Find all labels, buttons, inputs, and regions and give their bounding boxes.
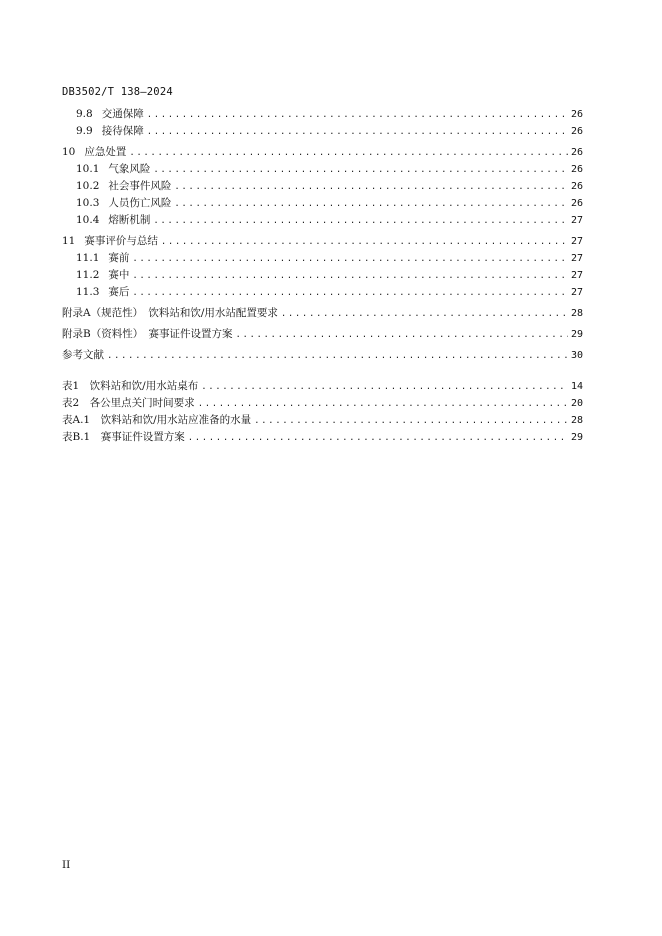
toc-leader-dots xyxy=(147,124,568,141)
toc-entry-10-2[interactable] xyxy=(62,178,583,195)
toc-number: 11.1 xyxy=(76,252,100,264)
toc-page-number: 26 xyxy=(570,181,583,192)
toc-page-number: 30 xyxy=(570,350,583,361)
toc-number: 10.2 xyxy=(76,180,100,192)
table-list-entry-b1[interactable] xyxy=(62,429,583,446)
toc-page-number: 29 xyxy=(570,432,583,443)
toc-number: 9.9 xyxy=(76,125,93,137)
toc-page-number: 27 xyxy=(570,287,583,298)
toc-entry-9-8[interactable] xyxy=(62,106,583,123)
toc-leader-dots xyxy=(147,107,568,124)
table-list-entry-1[interactable] xyxy=(62,378,583,395)
toc-page-number: 27 xyxy=(570,270,583,281)
toc-entry-10-4[interactable] xyxy=(62,212,583,229)
toc-number: 10.3 xyxy=(76,197,100,209)
toc-leader-dots xyxy=(161,234,568,251)
table-list-entry-a1[interactable] xyxy=(62,412,583,429)
toc-number: 11.3 xyxy=(76,286,100,298)
toc-leader-dots xyxy=(201,379,568,396)
toc-number: 9.8 xyxy=(76,108,93,120)
toc-page-number: 26 xyxy=(570,147,583,158)
toc-entry-10-1[interactable] xyxy=(62,161,583,178)
document-code-header: DB3502/T 138—2024 xyxy=(62,86,173,98)
toc-page-number: 20 xyxy=(570,398,583,409)
toc-page-number: 27 xyxy=(570,253,583,264)
toc-leader-dots xyxy=(107,348,568,365)
toc-leader-dots xyxy=(153,162,568,179)
toc-title: 赛前 xyxy=(108,252,130,264)
toc-number: 11 xyxy=(62,235,76,247)
toc-leader-dots xyxy=(132,285,568,302)
toc-title: 表2 各公里点关门时间要求 xyxy=(62,397,195,409)
toc-title: 赛后 xyxy=(108,286,130,298)
toc-title: 赛中 xyxy=(108,269,130,281)
toc-leader-dots xyxy=(174,196,568,213)
toc-leader-dots xyxy=(132,268,568,285)
toc-entry-chapter-10[interactable] xyxy=(62,144,583,161)
toc-number: 10.1 xyxy=(76,163,100,175)
toc-leader-dots xyxy=(235,327,567,344)
page-number-footer: II xyxy=(62,859,71,871)
toc-page-number: 29 xyxy=(570,329,583,340)
toc-title: 表1 饮料站和饮/用水站桌布 xyxy=(62,380,199,392)
toc-leader-dots xyxy=(153,213,568,230)
toc-title: 赛事评价与总结 xyxy=(84,235,158,247)
toc-page-number: 28 xyxy=(570,415,583,426)
toc-title: 社会事件风险 xyxy=(108,180,172,192)
toc-page-number: 26 xyxy=(570,109,583,120)
toc-entry-chapter-11[interactable] xyxy=(62,233,583,250)
toc-page-number: 27 xyxy=(570,236,583,247)
toc-title: 气象风险 xyxy=(108,163,151,175)
toc-leader-dots xyxy=(129,145,568,162)
toc-leader-dots xyxy=(188,430,568,447)
toc-leader-dots xyxy=(132,251,568,268)
toc-leader-dots xyxy=(281,306,568,323)
toc-entry-references[interactable] xyxy=(62,347,583,364)
toc-entry-appendix-b[interactable] xyxy=(62,326,583,343)
toc-leader-dots xyxy=(174,179,568,196)
toc-entry-11-3[interactable] xyxy=(62,284,583,301)
toc-title: 熔断机制 xyxy=(108,214,151,226)
toc-title: 人员伤亡风险 xyxy=(108,197,172,209)
toc-entry-11-2[interactable] xyxy=(62,267,583,284)
toc-entry-10-3[interactable] xyxy=(62,195,583,212)
toc-entry-9-9[interactable] xyxy=(62,123,583,140)
toc-title: 表A.1 饮料站和饮/用水站应准备的水量 xyxy=(62,414,252,426)
toc-leader-dots xyxy=(254,413,568,430)
toc-leader-dots xyxy=(198,396,568,413)
toc-title: 参考文献 xyxy=(62,349,104,361)
toc-title: 接待保障 xyxy=(101,125,144,137)
toc-page-number: 26 xyxy=(570,198,583,209)
toc-title: 表B.1 赛事证件设置方案 xyxy=(62,431,185,443)
toc-page-number: 26 xyxy=(570,164,583,175)
toc-title: 附录B（资料性） 赛事证件设置方案 xyxy=(62,328,233,340)
toc-page-number: 27 xyxy=(570,215,583,226)
toc-page-number: 26 xyxy=(570,126,583,137)
toc-number: 10.4 xyxy=(76,214,100,226)
table-of-contents xyxy=(62,106,583,446)
table-list-entry-2[interactable] xyxy=(62,395,583,412)
toc-entry-appendix-a[interactable] xyxy=(62,305,583,322)
toc-number: 11.2 xyxy=(76,269,100,281)
toc-page-number: 14 xyxy=(570,381,583,392)
toc-entry-11-1[interactable] xyxy=(62,250,583,267)
toc-number: 10 xyxy=(62,146,76,158)
toc-spacer xyxy=(62,364,583,378)
toc-title: 附录A（规范性） 饮料站和饮/用水站配置要求 xyxy=(62,307,278,319)
toc-page-number: 28 xyxy=(570,308,583,319)
toc-title: 交通保障 xyxy=(101,108,144,120)
toc-title: 应急处置 xyxy=(84,146,127,158)
